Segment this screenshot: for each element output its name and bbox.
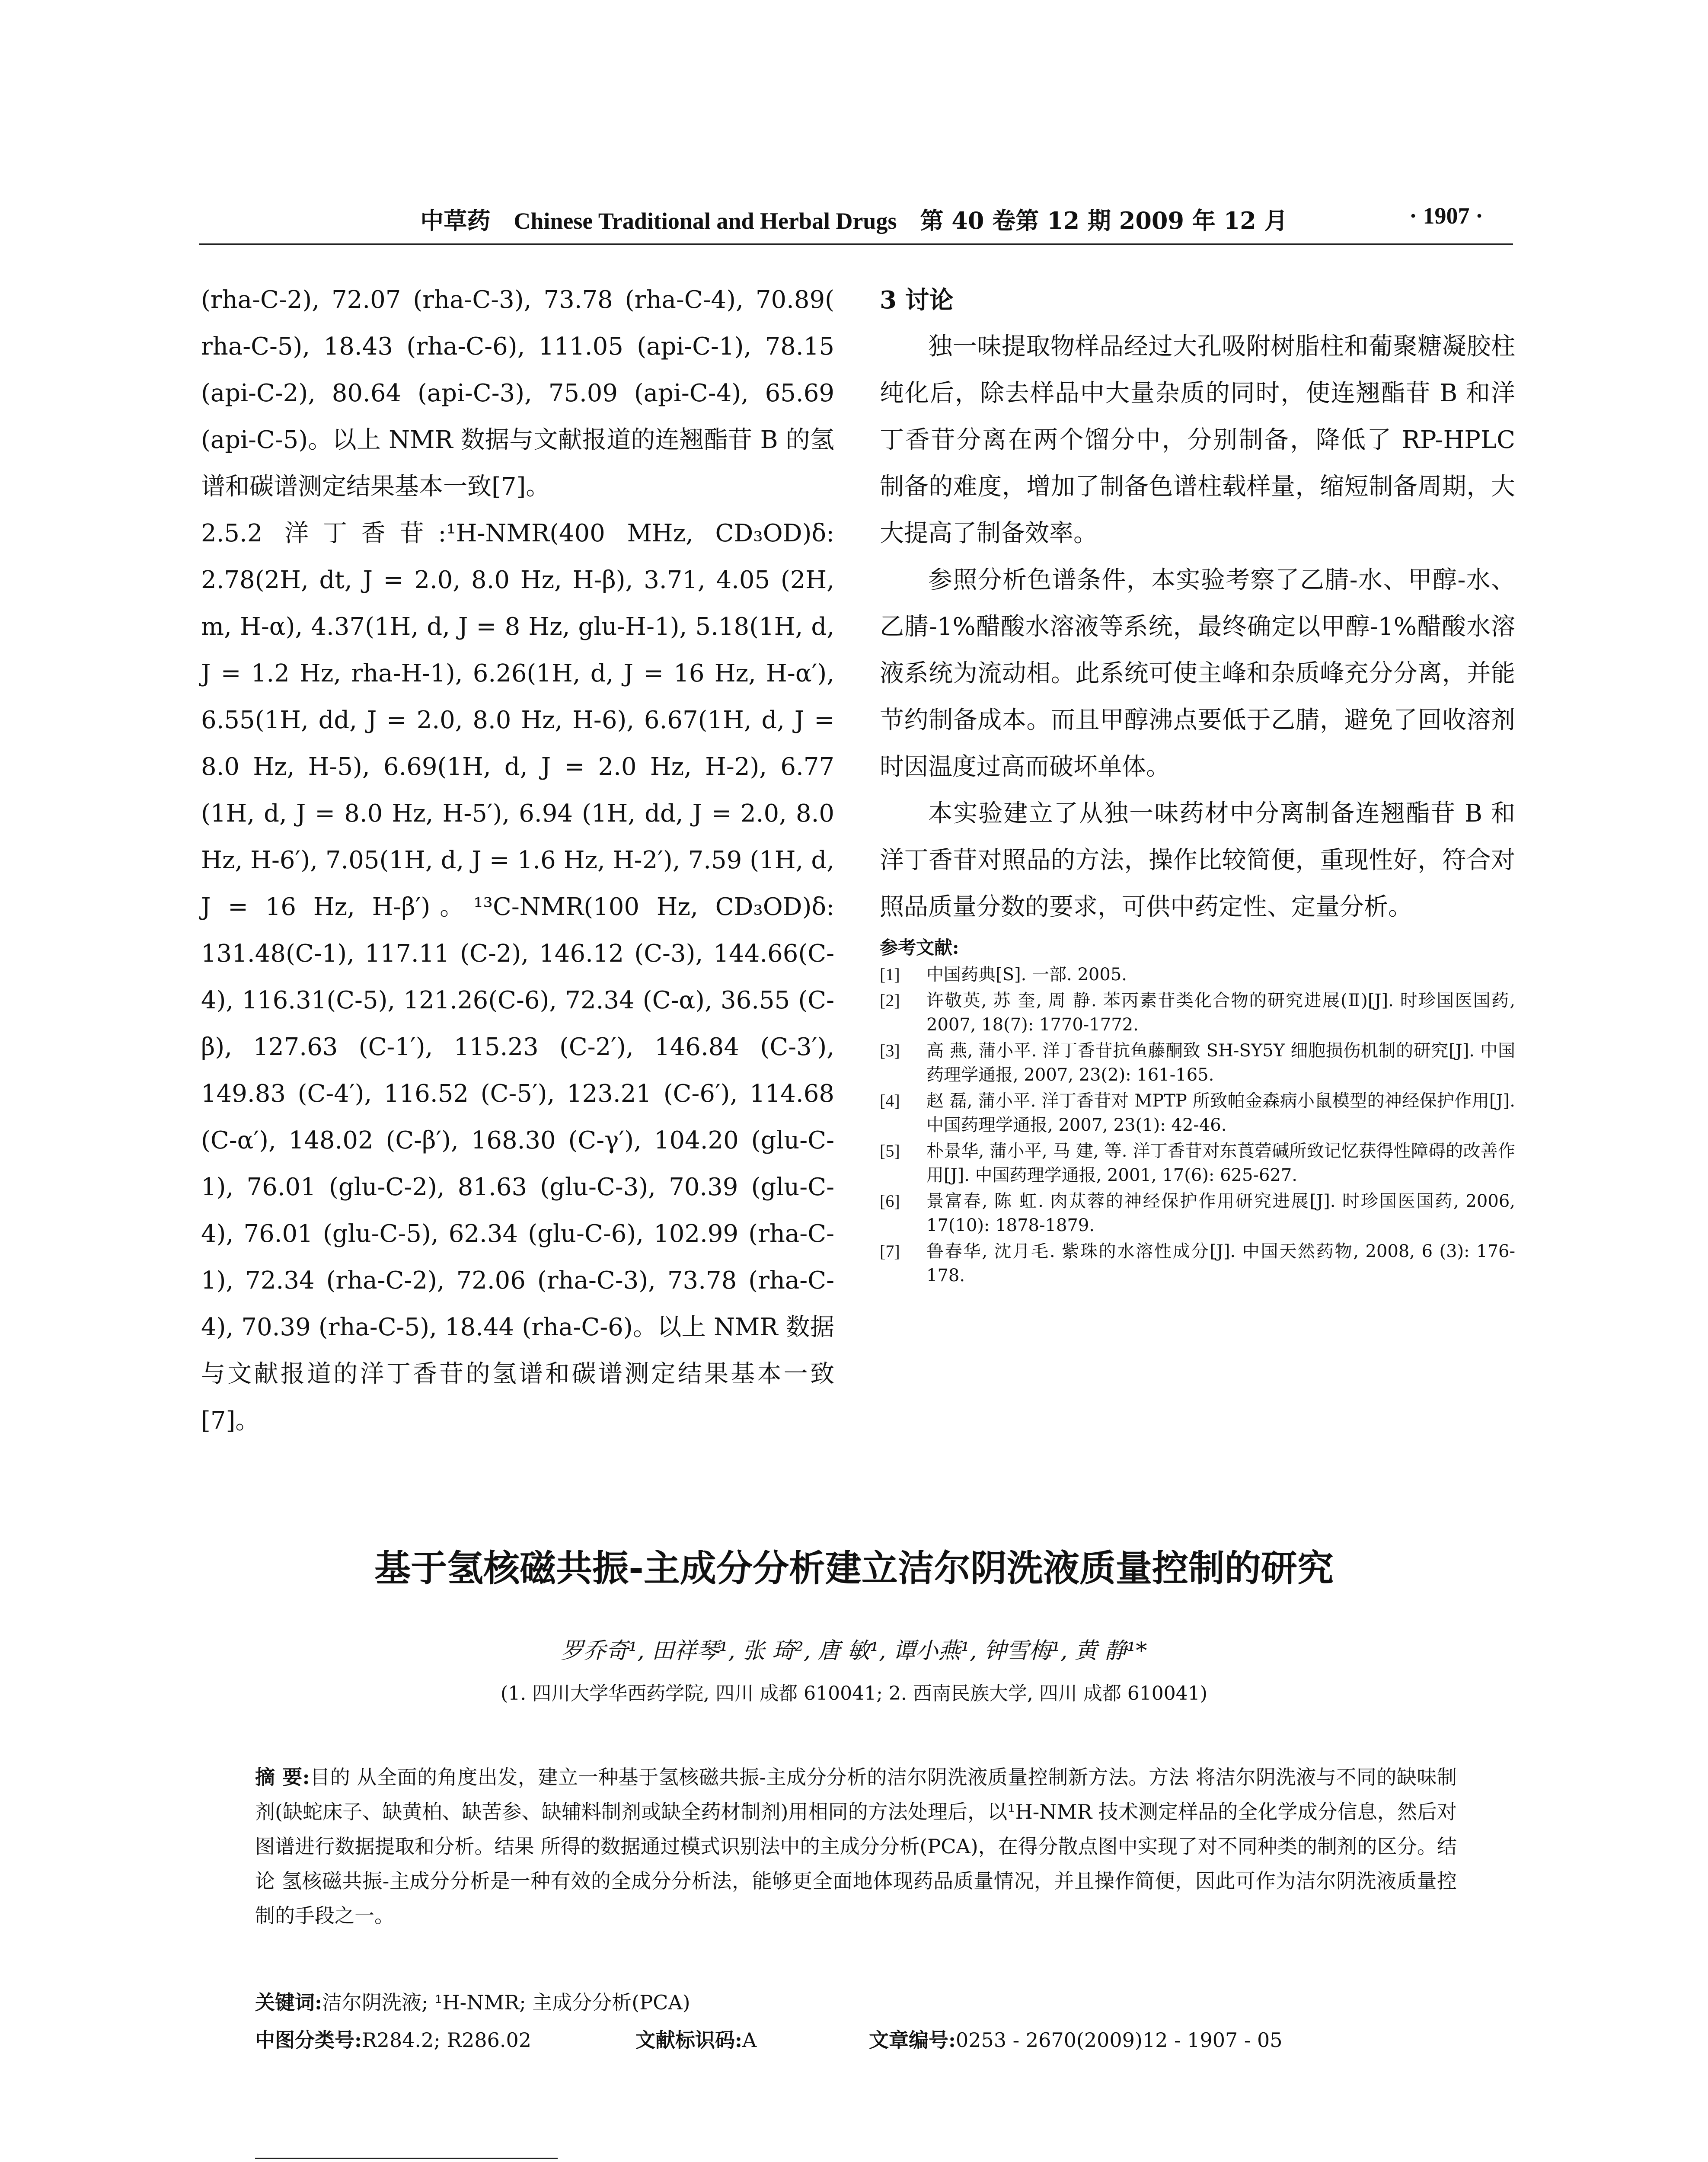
discussion-paragraph: 参照分析色谱条件，本实验考察了乙腈-水、甲醇-水、乙腈-1%醋酸水溶液等系统，最终确定以甲醇-1%醋酸水溶液系统为流动相。此系统可使主峰和杂质峰充分分离，并能节约制备成本。而且甲醇沸点要低于乙腈，避免了回收溶剂时因温度过高而破坏单体。 (880, 566, 1515, 781)
right-column (880, 277, 1515, 1288)
reference-list (880, 963, 1515, 1288)
abstract (255, 1760, 1457, 1933)
left-column (201, 277, 834, 1444)
header-rule (199, 243, 1513, 245)
reference-number: [6] (880, 1191, 900, 1211)
reference-number: [1] (880, 965, 900, 984)
reference-text: 许敬英, 苏 奎, 周 静. 苯丙素苷类化合物的研究进展(Ⅱ)[J]. 时珍国医国药, 2007, 18(7): 1770-1772. (926, 991, 1515, 1035)
page-number: · 1907 · (1409, 203, 1483, 229)
reference-item (880, 1239, 1515, 1288)
reference-text: 景富春, 陈 虹. 肉苁蓉的神经保护作用研究进展[J]. 时珍国医国药, 2006, 17(10): 1878-1879. (926, 1191, 1515, 1235)
article-no-field (869, 2024, 1283, 2053)
reference-text: 赵 磊, 蒲小平. 洋丁香苷对 MPTP 所致帕金森病小鼠模型的神经保护作用[J]. 中国药理学通报, 2007, 23(1): 42-46. (926, 1091, 1515, 1135)
article-title: 基于氢核磁共振-主成分分析建立洁尔阴洗液质量控制的研究 (374, 1547, 1334, 1590)
abstract-label: 摘 要: (255, 1765, 310, 1789)
reference-text: 鲁春华, 沈月毛. 紫珠的水溶性成分[J]. 中国天然药物, 2008, 6 (3): 176-178. (926, 1241, 1515, 1286)
reference-item (880, 963, 1515, 987)
article-no-label: 文章编号: (869, 2028, 956, 2052)
reference-item (880, 988, 1515, 1037)
journal-name-cn: 中草药 (420, 207, 491, 234)
doc-code-value: A (742, 2028, 757, 2052)
reference-item (880, 1189, 1515, 1238)
reference-number: [7] (880, 1241, 900, 1261)
footnote-rule (255, 2158, 558, 2159)
journal-name-en: Chinese Traditional and Herbal Drugs (514, 208, 897, 234)
keywords-label: 关键词: (255, 1991, 322, 2014)
affiliations: (1. 四川大学华西药学院, 四川 成都 610041; 2. 西南民族大学, 四川 成都 610041) (501, 1682, 1207, 1705)
abstract-text: 目的 从全面的角度出发，建立一种基于氢核磁共振-主成分分析的洁尔阴洗液质量控制新方法。方法 将洁尔阴洗液与不同的缺味制剂(缺蛇床子、缺黄柏、缺苦参、缺辅料制剂或缺全药材制剂)用相同的方法处理后，以¹H-NMR 技术测定样品的全化学成分信息，然后对图谱进行数据提取和分析。结果 所得的数据通过模式识别法中的主成分分析(PCA)，在得分散点图中实现了对不同种类的制剂的区分。结论 氢核磁共振-主成分分析是一种有效的全成分分析法，能够更全面地体现药品质量情况，并且操作简便，因此可作为洁尔阴洗液质量控制的手段之一。 (255, 1765, 1457, 1927)
reference-item (880, 1139, 1515, 1187)
keywords-text: 洁尔阴洗液; ¹H-NMR; 主成分分析(PCA) (322, 1991, 690, 2014)
reference-text: 高 燕, 蒲小平. 洋丁香苷抗鱼藤酮致 SH-SY5Y 细胞损伤机制的研究[J]. 中国药理学通报, 2007, 23(2): 161-165. (926, 1041, 1515, 1085)
references-title: 参考文献: (880, 937, 959, 958)
nmr-data-paragraph: 2.5.2 洋丁香苷:¹H-NMR(400 MHz, CD₃OD)δ: 2.78(2H, dt, J = 2.0, 8.0 Hz, H-β), 3.71, 4.05 (2H, m, H-α), 4.37(1H, d, J = 8 Hz, glu-H-1), 5.18(1H, d, J = 1.2 Hz, rha-H-1), 6.26(1H, d, J = 16 Hz, H-α′), 6.55(1H, dd, J = 2.0, 8.0 Hz, H-6), 6.67(1H, d, J = 8.0 Hz, H-5), 6.69(1H, d, J = 2.0 Hz, H-2), 6.77 (1H, d, J = 8.0 Hz, H-5′), 6.94 (1H, dd, J = 2.0, 8.0 Hz, H-6′), 7.05(1H, d, J = 1.6 Hz, H-2′), 7.59 (1H, d, J = 16 Hz, H-β′)。¹³C-NMR(100 Hz, CD₃OD)δ: 131.48(C-1), 117.11 (C-2), 146.12 (C-3), 144.66(C-4), 116.31(C-5), 121.26(C-6), 72.34 (C-α), 36.55 (C-β), 127.63 (C-1′), 115.23 (C-2′), 146.84 (C-3′), 149.83 (C-4′), 116.52 (C-5′), 123.21 (C-6′), 114.68 (C-α′), 148.02 (C-β′), 168.30 (C-γ′), 104.20 (glu-C-1), 76.01 (glu-C-2), 81.63 (glu-C-3), 70.39 (glu-C-4), 76.01 (glu-C-5), 62.34 (glu-C-6), 102.99 (rha-C-1), 72.34 (rha-C-2), 72.06 (rha-C-3), 73.78 (rha-C-4), 70.39 (rha-C-5), 18.44 (rha-C-6)。以上 NMR 数据与文献报道的洋丁香苷的氢谱和碳谱测定结果基本一致[7]。 (201, 519, 834, 1435)
journal-issue: 第 40 卷第 12 期 2009 年 12 月 (920, 207, 1288, 234)
reference-item (880, 1089, 1515, 1137)
reference-number: [4] (880, 1091, 900, 1110)
clc-field (255, 2024, 635, 2053)
reference-number: [2] (880, 991, 900, 1010)
doc-code-label: 文献标识码: (635, 2028, 742, 2052)
reference-text: 中国药典[S]. 一部. 2005. (926, 965, 1127, 985)
reference-text: 朴景华, 蒲小平, 马 建, 等. 洋丁香苷对东莨菪碱所致记忆获得性障碍的改善作用[J]. 中国药理学通报, 2001, 17(6): 625-627. (926, 1141, 1515, 1185)
reference-item (880, 1039, 1515, 1087)
discussion-paragraph: 独一味提取物样品经过大孔吸附树脂柱和葡聚糖凝胶柱纯化后，除去样品中大量杂质的同时，使连翘酯苷 B 和洋丁香苷分离在两个馏分中，分别制备，降低了 RP-HPLC 制备的难度，增加了制备色谱柱载样量，缩短制备周期，大大提高了制备效率。 (880, 333, 1515, 547)
section-heading: 3 讨论 (880, 286, 954, 314)
clc-value: R284.2; R286.02 (361, 2028, 532, 2052)
clc-label: 中图分类号: (255, 2028, 362, 2052)
reference-number: [5] (880, 1141, 900, 1161)
keywords (255, 1987, 690, 2015)
reference-number: [3] (880, 1041, 900, 1060)
doc-code-field (635, 2024, 869, 2053)
article-no-value: 0253 - 2670(2009)12 - 1907 - 05 (955, 2028, 1283, 2052)
discussion-paragraph: 本实验建立了从独一味药材中分离制备连翘酯苷 B 和洋丁香苷对照品的方法，操作比较简便，重现性好，符合对照品质量分数的要求，可供中药定性、定量分析。 (880, 800, 1515, 921)
classification-line (255, 2024, 1457, 2053)
nmr-data-paragraph: (rha-C-2), 72.07 (rha-C-3), 73.78 (rha-C-4), 70.89( rha-C-5), 18.43 (rha-C-6), 111.05 (api-C-1), 78.15 (api-C-2), 80.64 (api-C-3), 75.09 (api-C-4), 65.69 (api-C-5)。以上 NMR 数据与文献报道的连翘酯苷 B 的氢谱和碳谱测定结果基本一致[7]。 (201, 286, 834, 501)
author-list: 罗乔奇¹, 田祥琴¹, 张 琦², 唐 敏¹, 谭小燕¹, 钟雪梅¹, 黄 静¹* (561, 1638, 1147, 1664)
